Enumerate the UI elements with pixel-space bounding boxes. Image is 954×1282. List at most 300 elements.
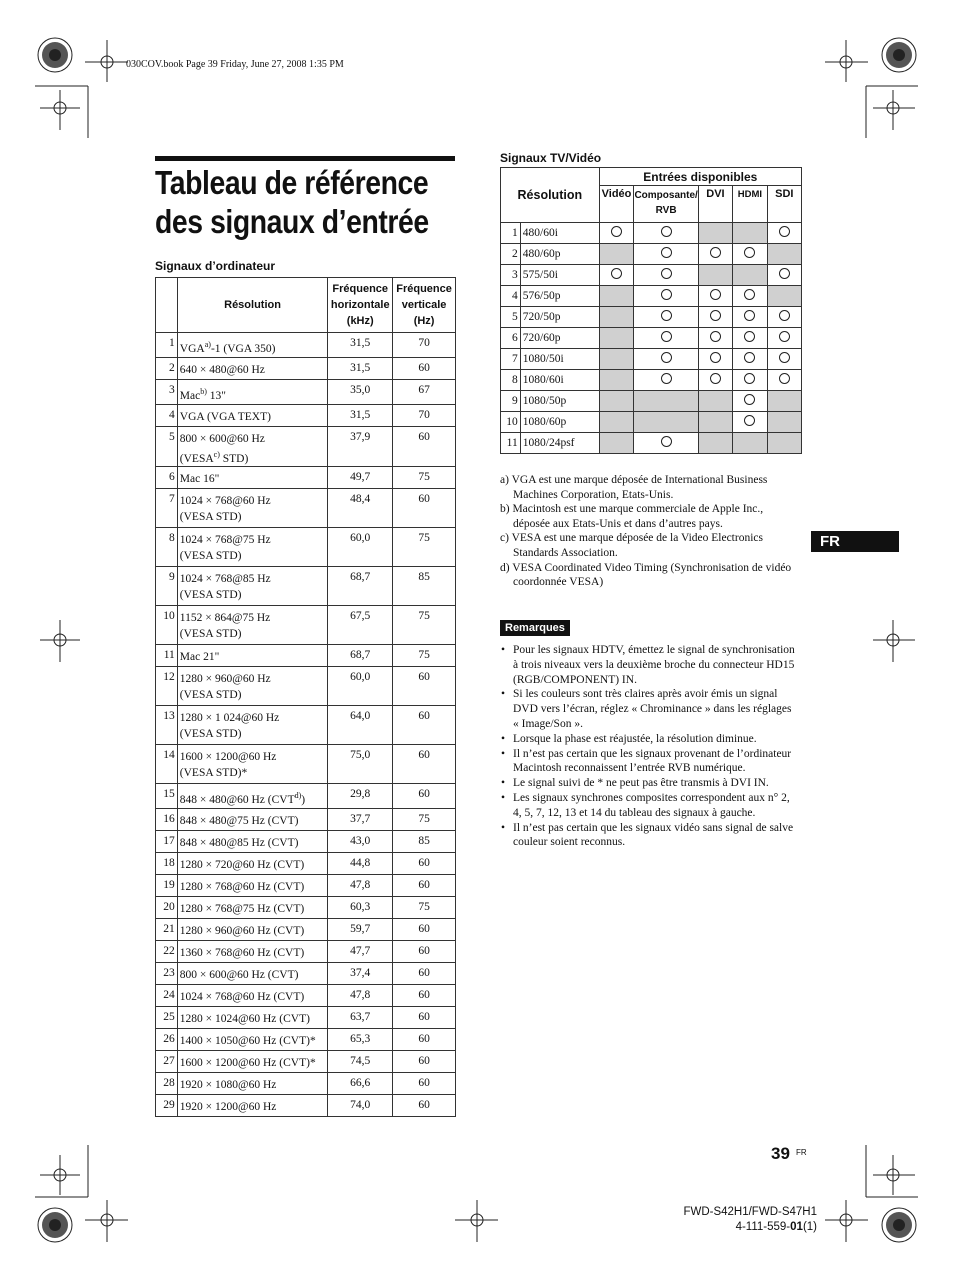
table-row <box>156 941 456 963</box>
input-cell <box>733 244 768 265</box>
row-hfreq: 29,8 <box>328 784 393 809</box>
table-row <box>156 875 456 897</box>
input-cell <box>634 328 698 349</box>
page-number-suffix: FR <box>796 1148 807 1157</box>
table-header-number <box>156 278 178 333</box>
table-row <box>156 809 456 831</box>
table-row <box>156 1073 456 1095</box>
input-cell <box>599 328 634 349</box>
tv-signals-heading: Signaux TV/Vidéo <box>500 151 602 165</box>
table-row <box>156 963 456 985</box>
table-row <box>156 897 456 919</box>
row-hfreq: 64,0 <box>328 706 393 745</box>
row-resolution: 1280 × 768@60 Hz (CVT) <box>177 875 328 897</box>
input-cell <box>634 223 698 244</box>
row-number: 6 <box>501 328 521 349</box>
table-row <box>156 379 456 404</box>
row-vfreq: 60 <box>393 985 456 1007</box>
input-cell <box>634 433 698 454</box>
computer-signals-heading: Signaux d’ordinateur <box>155 259 276 273</box>
table-row <box>501 265 802 286</box>
remarks-badge: Remarques <box>500 620 570 636</box>
input-cell <box>698 349 732 370</box>
remark-item: • Lorsque la phase est réajustée, la résolution diminue. <box>500 732 800 747</box>
available-circle-icon <box>779 373 790 384</box>
row-resolution: 848 × 480@60 Hz (CVT$^{d)}$) <box>177 784 328 809</box>
row-number: 8 <box>156 528 178 567</box>
available-circle-icon <box>744 331 755 342</box>
row-hfreq: 74,0 <box>328 1095 393 1117</box>
input-cell <box>733 412 768 433</box>
input-cell <box>599 370 634 391</box>
row-hfreq: 44,8 <box>328 853 393 875</box>
row-vfreq: 60 <box>393 919 456 941</box>
row-resolution: Mac$^{b)}$ 13" <box>177 379 328 404</box>
row-vfreq: 60 <box>393 745 456 784</box>
row-hfreq: 67,5 <box>328 606 393 645</box>
row-hfreq: 66,6 <box>328 1073 393 1095</box>
table-row <box>501 328 802 349</box>
row-number: 2 <box>501 244 521 265</box>
row-vfreq: 75 <box>393 528 456 567</box>
row-vfreq: 85 <box>393 831 456 853</box>
table-row <box>501 223 802 244</box>
row-resolution: 1024 × 768@75 Hz (VESA STD) <box>177 528 328 567</box>
available-circle-icon <box>710 310 721 321</box>
row-resolution: 1152 × 864@75 Hz (VESA STD) <box>177 606 328 645</box>
table-row <box>156 831 456 853</box>
available-circle-icon <box>744 247 755 258</box>
row-hfreq: 43,0 <box>328 831 393 853</box>
row-resolution: Mac 21" <box>177 645 328 667</box>
row-resolution: 1280 × 768@75 Hz (CVT) <box>177 897 328 919</box>
row-resolution: 1920 × 1200@60 Hz <box>177 1095 328 1117</box>
row-resolution: 1080/60p <box>520 412 599 433</box>
row-number: 27 <box>156 1051 178 1073</box>
input-cell <box>599 286 634 307</box>
row-resolution: 1280 × 1 024@60 Hz (VESA STD) <box>177 706 328 745</box>
row-number: 2 <box>156 357 178 379</box>
input-cell <box>599 391 634 412</box>
row-hfreq: 31,5 <box>328 333 393 358</box>
row-resolution: 720/50p <box>520 307 599 328</box>
input-cell <box>599 223 634 244</box>
table-row <box>156 985 456 1007</box>
input-cell <box>767 412 801 433</box>
table-row <box>156 426 456 467</box>
row-vfreq: 75 <box>393 809 456 831</box>
row-resolution: 575/50i <box>520 265 599 286</box>
row-vfreq: 60 <box>393 1051 456 1073</box>
model-name: FWD-S42H1/FWD-S47H1 <box>683 1206 817 1218</box>
input-cell <box>634 370 698 391</box>
row-number: 15 <box>156 784 178 809</box>
available-circle-icon <box>611 226 622 237</box>
available-circle-icon <box>661 310 672 321</box>
row-hfreq: 47,7 <box>328 941 393 963</box>
input-cell <box>698 223 732 244</box>
input-cell <box>599 349 634 370</box>
input-cell <box>767 265 801 286</box>
input-cell <box>767 223 801 244</box>
row-number: 8 <box>501 370 521 391</box>
row-hfreq: 63,7 <box>328 1007 393 1029</box>
row-resolution: 1080/24psf <box>520 433 599 454</box>
footnotes <box>500 473 800 590</box>
available-circle-icon <box>744 373 755 384</box>
available-circle-icon <box>710 247 721 258</box>
input-cell <box>733 286 768 307</box>
model-info <box>640 1205 817 1235</box>
input-cell <box>599 433 634 454</box>
row-number: 9 <box>501 391 521 412</box>
table-header-vfreq: Fréquence verticale (Hz) <box>393 278 456 333</box>
row-hfreq: 60,0 <box>328 528 393 567</box>
table-row <box>156 853 456 875</box>
tv-col-video: Vidéo <box>599 186 634 223</box>
table-row <box>156 1051 456 1073</box>
table-row <box>156 489 456 528</box>
input-cell <box>599 307 634 328</box>
available-circle-icon <box>611 268 622 279</box>
input-cell <box>767 370 801 391</box>
row-number: 18 <box>156 853 178 875</box>
row-number: 25 <box>156 1007 178 1029</box>
input-cell <box>733 349 768 370</box>
input-cell <box>767 307 801 328</box>
row-number: 26 <box>156 1029 178 1051</box>
row-hfreq: 37,4 <box>328 963 393 985</box>
row-number: 9 <box>156 567 178 606</box>
input-cell <box>599 244 634 265</box>
page-title-line-2: des signaux d’entrée <box>155 203 429 240</box>
row-resolution: 1920 × 1080@60 Hz <box>177 1073 328 1095</box>
input-cell <box>767 286 801 307</box>
input-cell <box>767 433 801 454</box>
row-hfreq: 68,7 <box>328 645 393 667</box>
tv-header-available-inputs: Entrées disponibles <box>599 168 801 186</box>
row-number: 13 <box>156 706 178 745</box>
input-cell <box>733 328 768 349</box>
row-number: 10 <box>156 606 178 645</box>
input-cell <box>634 349 698 370</box>
available-circle-icon <box>661 331 672 342</box>
row-number: 28 <box>156 1073 178 1095</box>
input-cell <box>767 349 801 370</box>
row-resolution: 1080/50i <box>520 349 599 370</box>
table-row <box>156 567 456 606</box>
input-cell <box>599 265 634 286</box>
row-resolution: 800 × 600@60 Hz (CVT) <box>177 963 328 985</box>
row-resolution: VGA$^{a)}$-1 (VGA 350) <box>177 333 328 358</box>
row-hfreq: 47,8 <box>328 875 393 897</box>
available-circle-icon <box>779 331 790 342</box>
input-cell <box>733 391 768 412</box>
row-vfreq: 60 <box>393 1029 456 1051</box>
available-circle-icon <box>779 310 790 321</box>
row-resolution: 480/60p <box>520 244 599 265</box>
row-vfreq: 60 <box>393 667 456 706</box>
row-vfreq: 60 <box>393 1073 456 1095</box>
row-resolution: 800 × 600@60 Hz (VESA$^{c)}$ STD) <box>177 426 328 467</box>
input-cell <box>767 328 801 349</box>
table-row <box>156 667 456 706</box>
row-number: 4 <box>501 286 521 307</box>
row-resolution: 640 × 480@60 Hz <box>177 357 328 379</box>
table-row <box>156 357 456 379</box>
row-vfreq: 60 <box>393 357 456 379</box>
row-vfreq: 60 <box>393 706 456 745</box>
row-number: 19 <box>156 875 178 897</box>
row-number: 5 <box>501 307 521 328</box>
row-resolution: 848 × 480@85 Hz (CVT) <box>177 831 328 853</box>
row-hfreq: 47,8 <box>328 985 393 1007</box>
remark-item: • Les signaux synchrones composites correspondent aux n° 2, 4, 5, 7, 12, 13 et 14 du tableau des signaux à gauche. <box>500 791 800 821</box>
row-resolution: 1280 × 720@60 Hz (CVT) <box>177 853 328 875</box>
row-hfreq: 49,7 <box>328 467 393 489</box>
row-number: 12 <box>156 667 178 706</box>
row-resolution: 1024 × 768@60 Hz (CVT) <box>177 985 328 1007</box>
row-number: 21 <box>156 919 178 941</box>
table-row <box>501 433 802 454</box>
row-resolution: 1280 × 1024@60 Hz (CVT) <box>177 1007 328 1029</box>
input-cell <box>733 307 768 328</box>
available-circle-icon <box>779 268 790 279</box>
available-circle-icon <box>710 352 721 363</box>
row-number: 20 <box>156 897 178 919</box>
table-header-hfreq: Fréquence horizontale (kHz) <box>328 278 393 333</box>
input-cell <box>767 244 801 265</box>
row-vfreq: 75 <box>393 467 456 489</box>
input-cell <box>698 433 732 454</box>
row-resolution: 1600 × 1200@60 Hz (CVT)* <box>177 1051 328 1073</box>
row-hfreq: 48,4 <box>328 489 393 528</box>
row-vfreq: 60 <box>393 1095 456 1117</box>
row-resolution: 1280 × 960@60 Hz (VESA STD) <box>177 667 328 706</box>
available-circle-icon <box>779 226 790 237</box>
row-hfreq: 65,3 <box>328 1029 393 1051</box>
row-resolution: 1360 × 768@60 Hz (CVT) <box>177 941 328 963</box>
row-number: 6 <box>156 467 178 489</box>
row-hfreq: 75,0 <box>328 745 393 784</box>
remarks-list <box>500 643 800 850</box>
table-row <box>501 286 802 307</box>
table-row <box>501 370 802 391</box>
table-row <box>156 606 456 645</box>
footnote-c: c) VESA est une marque déposée de la Video Electronics Standards Association. <box>500 532 763 559</box>
row-vfreq: 67 <box>393 379 456 404</box>
table-row <box>156 1029 456 1051</box>
input-cell <box>634 244 698 265</box>
row-hfreq: 37,7 <box>328 809 393 831</box>
remark-item: • Si les couleurs sont très claires après avoir émis un signal DVD vers l’écran, réglez « Chrominance » dans les réglages « Image/Son ». <box>500 687 800 731</box>
tv-col-dvi: DVI <box>698 186 732 223</box>
input-cell <box>698 391 732 412</box>
input-cell <box>733 223 768 244</box>
table-row <box>156 706 456 745</box>
input-cell <box>634 307 698 328</box>
row-number: 3 <box>501 265 521 286</box>
available-circle-icon <box>744 289 755 300</box>
row-number: 16 <box>156 809 178 831</box>
row-resolution: 1600 × 1200@60 Hz (VESA STD)* <box>177 745 328 784</box>
table-row <box>156 1007 456 1029</box>
row-number: 11 <box>501 433 521 454</box>
row-hfreq: 60,3 <box>328 897 393 919</box>
row-resolution: 848 × 480@75 Hz (CVT) <box>177 809 328 831</box>
remark-item: • Il n’est pas certain que les signaux vidéo sans signal de salve couleur soient reconnus. <box>500 821 800 851</box>
row-number: 1 <box>156 333 178 358</box>
remark-item: • Le signal suivi de * ne peut pas être transmis à DVI IN. <box>500 776 800 791</box>
available-circle-icon <box>661 436 672 447</box>
title-rule <box>155 156 455 161</box>
input-cell <box>733 265 768 286</box>
row-resolution: 1400 × 1050@60 Hz (CVT)* <box>177 1029 328 1051</box>
row-number: 4 <box>156 404 178 426</box>
table-row <box>156 784 456 809</box>
row-number: 3 <box>156 379 178 404</box>
available-circle-icon <box>661 268 672 279</box>
input-cell <box>698 412 732 433</box>
footnote-d: d) VESA Coordinated Video Timing (Synchronisation de vidéo coordonnée VESA) <box>500 561 792 589</box>
footnote-b: b) Macintosh est une marque commerciale de Apple Inc., déposée aux Etats-Unis et dans d’autres pays. <box>500 503 764 530</box>
row-number: 17 <box>156 831 178 853</box>
row-number: 11 <box>156 645 178 667</box>
table-row <box>156 1095 456 1117</box>
table-row <box>501 391 802 412</box>
row-vfreq: 60 <box>393 1007 456 1029</box>
table-row <box>156 745 456 784</box>
row-number: 5 <box>156 426 178 467</box>
available-circle-icon <box>661 373 672 384</box>
row-hfreq: 35,0 <box>328 379 393 404</box>
row-hfreq: 37,9 <box>328 426 393 467</box>
row-vfreq: 75 <box>393 645 456 667</box>
available-circle-icon <box>744 352 755 363</box>
remark-item: • Pour les signaux HDTV, émettez le signal de synchronisation à trois niveaux vers la deuxième broche du connecteur HD15 (RGB/COMPONENT) IN. <box>500 643 800 687</box>
input-cell <box>733 370 768 391</box>
available-circle-icon <box>661 289 672 300</box>
row-hfreq: 31,5 <box>328 404 393 426</box>
available-circle-icon <box>661 247 672 258</box>
row-resolution: 576/50p <box>520 286 599 307</box>
row-hfreq: 60,0 <box>328 667 393 706</box>
row-vfreq: 60 <box>393 426 456 467</box>
available-circle-icon <box>744 394 755 405</box>
row-vfreq: 60 <box>393 784 456 809</box>
row-hfreq: 31,5 <box>328 357 393 379</box>
tv-col-hdmi: HDMI <box>733 186 768 223</box>
row-vfreq: 85 <box>393 567 456 606</box>
available-circle-icon <box>710 289 721 300</box>
row-vfreq: 60 <box>393 853 456 875</box>
input-cell <box>698 265 732 286</box>
page-title-line-1: Tableau de référence <box>155 164 429 201</box>
row-number: 1 <box>501 223 521 244</box>
row-vfreq: 60 <box>393 489 456 528</box>
row-number: 23 <box>156 963 178 985</box>
input-cell <box>698 244 732 265</box>
row-resolution: 1024 × 768@60 Hz (VESA STD) <box>177 489 328 528</box>
input-cell <box>634 412 698 433</box>
row-vfreq: 75 <box>393 897 456 919</box>
input-cell <box>698 328 732 349</box>
computer-signals-table <box>155 277 456 1117</box>
table-row <box>501 349 802 370</box>
model-code: 4-111-559-01(1) <box>735 1221 817 1233</box>
row-resolution: 1080/50p <box>520 391 599 412</box>
row-hfreq: 68,7 <box>328 567 393 606</box>
table-row <box>156 404 456 426</box>
row-resolution: 720/60p <box>520 328 599 349</box>
input-cell <box>698 307 732 328</box>
table-row <box>501 307 802 328</box>
available-circle-icon <box>744 415 755 426</box>
row-resolution: 1280 × 960@60 Hz (CVT) <box>177 919 328 941</box>
row-number: 22 <box>156 941 178 963</box>
row-resolution: Mac 16" <box>177 467 328 489</box>
input-cell <box>634 286 698 307</box>
row-vfreq: 75 <box>393 606 456 645</box>
row-vfreq: 60 <box>393 875 456 897</box>
tv-col-sdi: SDI <box>767 186 801 223</box>
input-cell <box>767 391 801 412</box>
tv-col-component: Composante/ RVB <box>634 186 698 223</box>
tv-header-resolution: Résolution <box>501 168 600 223</box>
tv-signals-table <box>500 167 802 454</box>
table-row <box>156 645 456 667</box>
page-title <box>155 163 430 241</box>
table-row <box>501 412 802 433</box>
input-cell <box>634 265 698 286</box>
row-hfreq: 59,7 <box>328 919 393 941</box>
row-number: 10 <box>501 412 521 433</box>
row-vfreq: 60 <box>393 963 456 985</box>
table-row <box>156 919 456 941</box>
available-circle-icon <box>779 352 790 363</box>
page-number: 39 <box>771 1144 790 1163</box>
row-vfreq: 60 <box>393 941 456 963</box>
table-row <box>156 467 456 489</box>
input-cell <box>634 391 698 412</box>
remark-item: • Il n’est pas certain que les signaux provenant de l’ordinateur Macintosh reconnaissent l’entrée RVB numérique. <box>500 747 800 777</box>
available-circle-icon <box>710 331 721 342</box>
available-circle-icon <box>744 310 755 321</box>
row-number: 7 <box>156 489 178 528</box>
available-circle-icon <box>710 373 721 384</box>
row-number: 29 <box>156 1095 178 1117</box>
input-cell <box>599 412 634 433</box>
row-vfreq: 70 <box>393 404 456 426</box>
input-cell <box>698 370 732 391</box>
row-resolution: 1080/60i <box>520 370 599 391</box>
input-cell <box>698 286 732 307</box>
table-row <box>501 244 802 265</box>
row-number: 7 <box>501 349 521 370</box>
row-hfreq: 74,5 <box>328 1051 393 1073</box>
language-badge: FR <box>811 531 899 552</box>
available-circle-icon <box>661 352 672 363</box>
footnote-a: a) VGA est une marque déposée de International Business Machines Corporation, Etats-Unis. <box>500 474 768 501</box>
row-resolution: VGA (VGA TEXT) <box>177 404 328 426</box>
available-circle-icon <box>661 226 672 237</box>
row-resolution: 1024 × 768@85 Hz (VESA STD) <box>177 567 328 606</box>
row-number: 14 <box>156 745 178 784</box>
input-cell <box>733 433 768 454</box>
row-number: 24 <box>156 985 178 1007</box>
table-header-resolution: Résolution <box>177 278 328 333</box>
row-vfreq: 70 <box>393 333 456 358</box>
